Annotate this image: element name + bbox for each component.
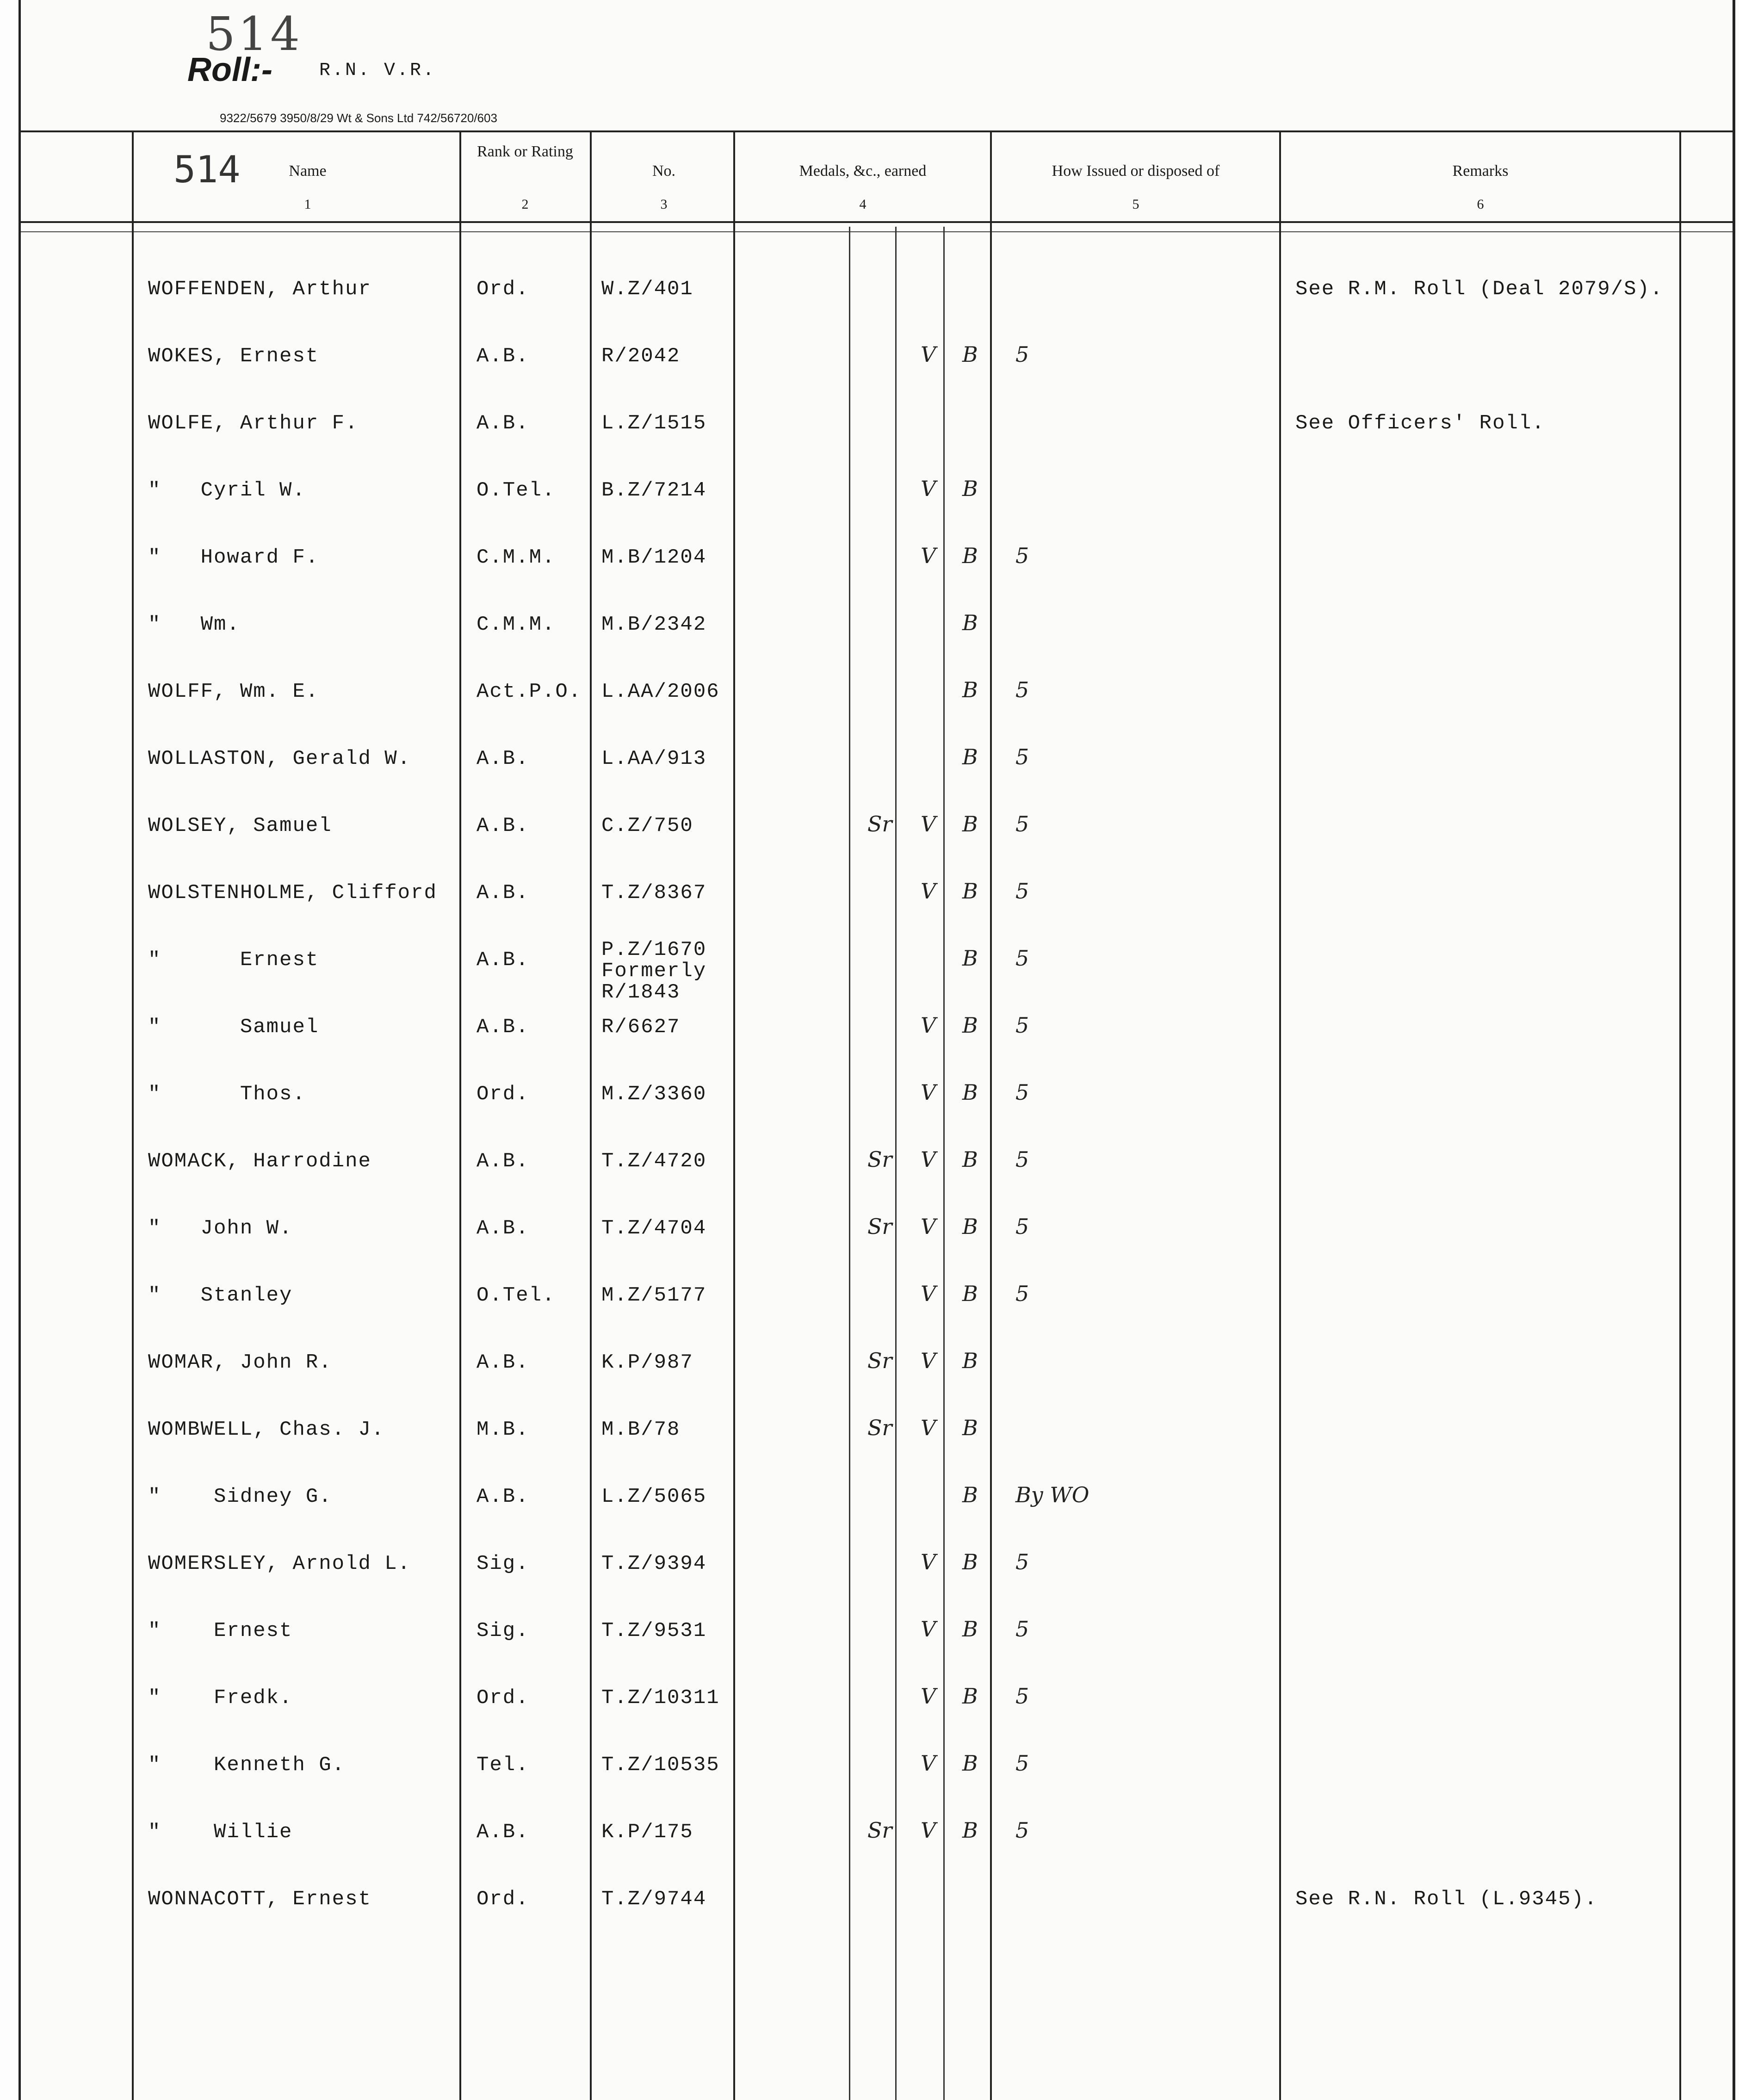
issued-mark: 5 <box>1015 543 1029 568</box>
entry-service-number: R/6627 <box>601 1016 681 1039</box>
medal-victory-mark: B <box>962 1415 978 1440</box>
table-row <box>21 610 1733 678</box>
medal-star-mark: Sr <box>867 1348 892 1373</box>
entry-name: WOLSTENHOLME, Clifford <box>148 881 437 904</box>
entry-service-number: L.Z/5065 <box>601 1485 707 1508</box>
entry-rank: A.B. <box>477 1821 529 1844</box>
column-number: 3 <box>660 197 668 212</box>
entry-service-number: M.B/1204 <box>601 546 707 569</box>
issued-mark: 5 <box>1015 1147 1029 1172</box>
entry-rank: A.B. <box>477 345 529 368</box>
entry-service-number: T.Z/4720 <box>601 1150 707 1173</box>
entry-service-number: T.Z/10535 <box>601 1753 720 1777</box>
column-header-name: Name <box>289 162 327 180</box>
entry-name: WOFFENDEN, Arthur <box>148 278 371 301</box>
medal-victory-mark: B <box>962 1214 978 1239</box>
entry-service-number: P.Z/1670 Formerly R/1843 <box>601 938 707 1004</box>
column-header-remarks: Remarks <box>1452 162 1509 180</box>
entry-name: " Sidney G. <box>148 1485 332 1508</box>
table-row <box>21 278 1733 342</box>
medal-victory-mark: B <box>962 1281 978 1306</box>
issued-mark: 5 <box>1015 879 1029 904</box>
entry-service-number: C.Z/750 <box>601 814 693 837</box>
entry-name: " Stanley <box>148 1284 293 1307</box>
medal-bwm-mark: V <box>921 1281 936 1306</box>
entry-remarks: See R.M. Roll (Deal 2079/S). <box>1295 278 1664 301</box>
entry-name: " Samuel <box>148 1016 319 1039</box>
entry-rank: Sig. <box>477 1619 529 1642</box>
medal-bwm-mark: V <box>921 1147 936 1172</box>
column-header-issued: How Issued or disposed of <box>1052 162 1220 180</box>
issued-mark: 5 <box>1015 1684 1029 1709</box>
table-row <box>21 938 1733 1013</box>
entry-service-number: B.Z/7214 <box>601 479 707 502</box>
issued-mark: 5 <box>1015 1751 1029 1776</box>
entry-rank: Act.P.O. <box>477 680 582 703</box>
medal-victory-mark: B <box>962 1751 978 1776</box>
entry-remarks: See Officers' Roll. <box>1295 412 1545 435</box>
entry-service-number: T.Z/8367 <box>601 881 707 904</box>
roll-page <box>19 0 1735 2100</box>
table-row <box>21 1818 1733 1885</box>
entry-rank: A.B. <box>477 1217 529 1240</box>
entry-service-number: L.AA/913 <box>601 747 707 770</box>
roll-label: Roll:- <box>187 51 272 88</box>
entry-name: " Ernest <box>148 1619 293 1642</box>
column-number: 5 <box>1132 197 1139 212</box>
medal-victory-mark: B <box>962 1147 978 1172</box>
medal-victory-mark: B <box>962 1080 978 1105</box>
entry-service-number: T.Z/9531 <box>601 1619 707 1642</box>
entry-rank: A.B. <box>477 1016 529 1039</box>
entry-rank: A.B. <box>477 881 529 904</box>
entry-service-number: M.Z/5177 <box>601 1284 707 1307</box>
entry-service-number: T.Z/10311 <box>601 1686 720 1710</box>
entry-rank: A.B. <box>477 1485 529 1508</box>
medal-bwm-mark: V <box>921 1214 936 1239</box>
issued-mark: 5 <box>1015 1013 1029 1038</box>
issued-mark: 5 <box>1015 342 1029 367</box>
entry-name: WONNACOTT, Ernest <box>148 1888 371 1911</box>
entry-service-number: R/2042 <box>601 345 681 368</box>
entry-name: WOMACK, Harrodine <box>148 1150 371 1173</box>
entry-service-number: M.Z/3360 <box>601 1083 707 1106</box>
entry-name: WOLLASTON, Gerald W. <box>148 747 411 770</box>
entry-name: " Howard F. <box>148 546 319 569</box>
table-row <box>21 1619 1733 1684</box>
medal-star-mark: Sr <box>867 1214 892 1239</box>
medal-victory-mark: B <box>962 1818 978 1843</box>
entry-name: " Ernest <box>148 948 319 972</box>
entry-rank: A.B. <box>477 814 529 837</box>
table-row <box>21 1214 1733 1282</box>
medal-bwm-mark: V <box>921 1617 936 1642</box>
issued-mark: 5 <box>1015 946 1029 971</box>
column-number: 6 <box>1477 197 1484 212</box>
issued-mark: 5 <box>1015 1214 1029 1239</box>
table-row <box>21 1686 1733 1751</box>
medal-star-mark: Sr <box>867 812 892 836</box>
medal-bwm-mark: V <box>921 1080 936 1105</box>
table-row <box>21 1348 1733 1416</box>
entry-rank: O.Tel. <box>477 479 556 502</box>
header-top-rule <box>21 130 1733 132</box>
entry-remarks: See R.N. Roll (L.9345). <box>1295 1888 1598 1911</box>
entry-rank: O.Tel. <box>477 1284 556 1307</box>
issued-mark: 5 <box>1015 1080 1029 1105</box>
table-row <box>21 1482 1733 1550</box>
medal-victory-mark: B <box>962 476 978 501</box>
medal-victory-mark: B <box>962 1482 978 1507</box>
entry-name: " John W. <box>148 1217 293 1240</box>
table-row <box>21 412 1733 477</box>
roll-unit: R.N. V.R. <box>319 60 436 81</box>
entry-service-number: T.Z/4704 <box>601 1217 707 1240</box>
medal-bwm-mark: V <box>921 1751 936 1776</box>
print-code: 9322/5679 3950/8/29 Wt & Sons Ltd 742/56720/603 <box>220 111 497 125</box>
medal-bwm-mark: V <box>921 342 936 367</box>
header-bottom-rule <box>21 221 1733 223</box>
entry-rank: A.B. <box>477 412 529 435</box>
issued-mark: 5 <box>1015 1617 1029 1642</box>
medal-bwm-mark: V <box>921 476 936 501</box>
table-row <box>21 881 1733 946</box>
entry-rank: A.B. <box>477 1351 529 1374</box>
entry-rank: A.B. <box>477 1150 529 1173</box>
medal-victory-mark: B <box>962 1013 978 1038</box>
table-row <box>21 1013 1733 1080</box>
issued-mark: 5 <box>1015 1818 1029 1843</box>
entry-name: " Willie <box>148 1821 293 1844</box>
medal-bwm-mark: V <box>921 1013 936 1038</box>
entry-rank: Tel. <box>477 1753 529 1777</box>
entry-name: " Kenneth G. <box>148 1753 346 1777</box>
entry-name: WOLSEY, Samuel <box>148 814 332 837</box>
issued-mark: 5 <box>1015 1549 1029 1574</box>
entry-name: " Wm. <box>148 613 240 636</box>
entry-rank: Sig. <box>477 1552 529 1575</box>
entry-rank: A.B. <box>477 747 529 770</box>
medal-victory-mark: B <box>962 946 978 971</box>
header-under-rule <box>21 231 1733 232</box>
entry-rank: Ord. <box>477 1888 529 1911</box>
issued-mark: 5 <box>1015 812 1029 836</box>
issued-mark: 5 <box>1015 744 1029 769</box>
entry-name: " Fredk. <box>148 1686 293 1710</box>
issued-mark: 5 <box>1015 1281 1029 1306</box>
roll-number: 514 <box>206 7 303 61</box>
entry-rank: C.M.M. <box>477 546 556 569</box>
medal-bwm-mark: V <box>921 1549 936 1574</box>
medal-victory-mark: B <box>962 744 978 769</box>
issued-mark: 5 <box>1015 677 1029 702</box>
medal-star-mark: Sr <box>867 1818 892 1843</box>
column-number: 4 <box>859 197 866 212</box>
medal-victory-mark: B <box>962 342 978 367</box>
medal-bwm-mark: V <box>921 1348 936 1373</box>
entry-rank: M.B. <box>477 1418 529 1441</box>
column-number: 1 <box>304 197 311 212</box>
entry-rank: C.M.M. <box>477 613 556 636</box>
medal-bwm-mark: V <box>921 543 936 568</box>
column-header-number: No. <box>652 162 676 180</box>
medal-victory-mark: B <box>962 1617 978 1642</box>
medal-victory-mark: B <box>962 677 978 702</box>
table-row <box>21 342 1733 409</box>
medal-bwm-mark: V <box>921 812 936 836</box>
entry-name: WOLFE, Arthur F. <box>148 412 359 435</box>
entry-service-number: M.B/78 <box>601 1418 681 1441</box>
medal-victory-mark: B <box>962 1348 978 1373</box>
medal-star-mark: Sr <box>867 1415 892 1440</box>
table-row <box>21 1888 1733 1952</box>
medal-bwm-mark: V <box>921 1684 936 1709</box>
table-row <box>21 744 1733 812</box>
entry-service-number: W.Z/401 <box>601 278 693 301</box>
entry-rank: Ord. <box>477 1083 529 1106</box>
medal-victory-mark: B <box>962 812 978 836</box>
column-header-rank: Rank or Rating <box>477 143 573 160</box>
column-header-medals: Medals, &c., earned <box>799 162 927 180</box>
table-row <box>21 543 1733 611</box>
table-row <box>21 814 1733 879</box>
column-number: 2 <box>521 197 529 212</box>
table-row <box>21 1549 1733 1617</box>
entry-service-number: T.Z/9394 <box>601 1552 707 1575</box>
entry-service-number: K.P/987 <box>601 1351 693 1374</box>
entry-rank: A.B. <box>477 948 529 972</box>
entry-service-number: L.Z/1515 <box>601 412 707 435</box>
table-row <box>21 1753 1733 1818</box>
medal-bwm-mark: V <box>921 879 936 904</box>
issued-mark: By WO <box>1015 1482 1089 1507</box>
medal-victory-mark: B <box>962 610 978 635</box>
table-row <box>21 1415 1733 1483</box>
medal-bwm-mark: V <box>921 1415 936 1440</box>
entry-rank: Ord. <box>477 278 529 301</box>
table-row <box>21 1281 1733 1349</box>
page-mark: 514 <box>173 148 241 191</box>
entry-service-number: T.Z/9744 <box>601 1888 707 1911</box>
table-row <box>21 677 1733 745</box>
entry-service-number: K.P/175 <box>601 1821 693 1844</box>
entry-name: WOMERSLEY, Arnold L. <box>148 1552 411 1575</box>
entry-name: " Cyril W. <box>148 479 306 502</box>
table-row <box>21 1080 1733 1147</box>
entry-name: WOMAR, John R. <box>148 1351 332 1374</box>
table-row <box>21 1147 1733 1214</box>
medal-victory-mark: B <box>962 879 978 904</box>
medal-star-mark: Sr <box>867 1147 892 1172</box>
entry-name: WOLFF, Wm. E. <box>148 680 319 703</box>
medal-victory-mark: B <box>962 1549 978 1574</box>
medal-bwm-mark: V <box>921 1818 936 1843</box>
entry-name: WOKES, Ernest <box>148 345 319 368</box>
medal-victory-mark: B <box>962 543 978 568</box>
table-row <box>21 476 1733 544</box>
entry-name: " Thos. <box>148 1083 306 1106</box>
entry-name: WOMBWELL, Chas. J. <box>148 1418 385 1441</box>
entry-service-number: M.B/2342 <box>601 613 707 636</box>
entry-service-number: L.AA/2006 <box>601 680 720 703</box>
medal-victory-mark: B <box>962 1684 978 1709</box>
entry-rank: Ord. <box>477 1686 529 1710</box>
